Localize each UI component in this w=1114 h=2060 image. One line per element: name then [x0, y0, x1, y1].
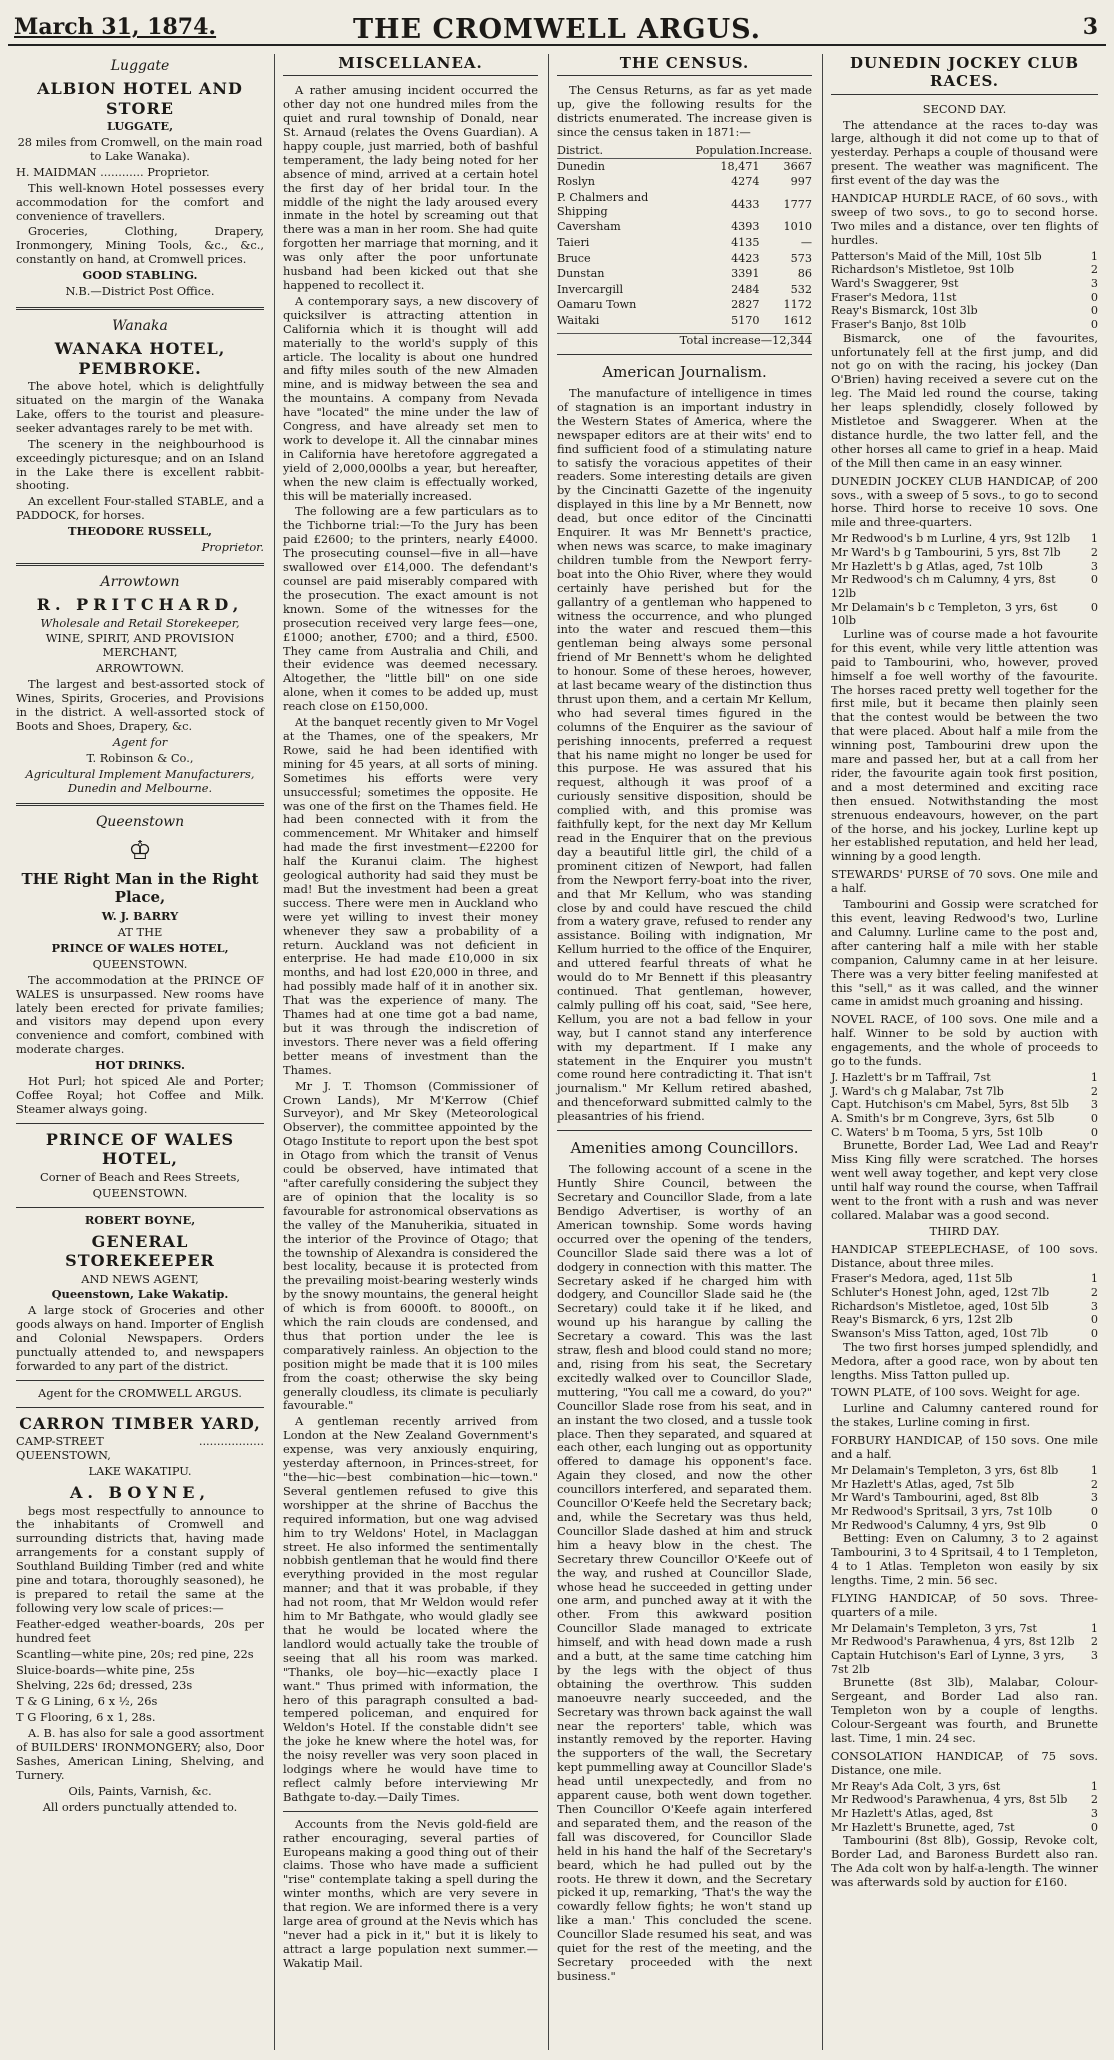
- result-row: Capt. Hutchison's cm Mabel, 5yrs, 8st 5lb 3: [831, 1098, 1098, 1112]
- article-paragraph: The manufacture of intelligence in times of stagnation is an important industry in the Western States of America, where the newspaper editors are at their wits' end to find sufficient food of a stimulating nature to satisfy the voracious appetites of their readers. Some interesting details are given by the Cincinatti Gazette of the ingenuity displayed in this line by a Mr Bennett, now dead, but once editor of the Cincinatti Enquirer. It was Mr Bennett's practice, when news was scarce, to make imaginary children tumble from the Newport ferry-boat into the Ohio River, where they would certainly have perished but for the gallantry of a gentleman who happened to witness the occurrence, and who plunged into the water and rescued them—this gentleman being always some personal friend of Mr Bennett's whom he delighted to honour. Some of these heroes, however, at last became weary of the distinction thus thrust upon them, and a certain Mr Kellum, who had several times figured in the columns of the Enquirer as the saviour of perishing innocents, preferred a request that his name might no longer be used for this purpose. He was assured that his request, although it was proof of a curiously sensitive disposition, should be complied with, and this promise was faithfully kept, for the next day Mr Kellum read in the Enquirer that on the previous day a beautiful little girl, the child of a prominent citizen of Newport, had fallen from the Newport ferry-boat into the river, and that Mr Kellum, who was standing close by and could have rescued the child from a watery grave, refused to render any assistance. Boiling with indignation, Mr Kellum hurried to the office of the Enquirer, and uttered fearful threats of what he would do to Mr Bennett if this pleasantry continued. That gentleman, however, calmly pulling off his coat, said, "See here, Kellum, you are not a bad fellow in your way, but I cannot stand any interference with my department. If I make any statement in the Enquirer you mustn't come round here contradicting it. That isn't journalism." Mr Kellum retired abashed, and thenceforward submitted calmly to the pleasantries of his friend.: [557, 386, 812, 1124]
- luggate-heading: Luggate: [110, 58, 170, 74]
- boyne-name: ROBERT BOYNE,: [84, 1212, 196, 1227]
- result-row: Fraser's Medora, 11st 0: [831, 290, 1098, 304]
- pritchard-trade: WINE, SPIRIT, AND PROVISION MERCHANT,: [45, 631, 235, 660]
- result-row: J. Ward's ch g Malabar, 7st 7lb 2: [831, 1084, 1098, 1098]
- albion-hotel-name: ALBION HOTEL AND STORE: [37, 79, 243, 118]
- article-paragraph: A contemporary says, a new discovery of quicksilver is attracting attention in California which it is thought will add materially to the world's supply of this article. The locality is about one hundred and fifty miles south of the new Almaden mine, and is midway between the sea and the mountains. A company from Nevada have "located" the mine under the law of Congress, and have already set men to work to develope it. All the cinnabar mines in California have heretofore aggregated a yield of 2,000,000lbs a year, but hereafter, when the new claim is effectually worked, this will be materially increased.: [283, 293, 538, 503]
- advertisements-column: [8, 54, 272, 2050]
- census-heading: THE CENSUS.: [557, 54, 812, 76]
- race-report: Betting: Even on Calumny, 3 to 2 against Tambourini, 3 to 4 Spritsail, 4 to 1 Templeton, 4 to 1 Atlas. Templeton won easily by six lengths. Time, 2 min. 56 sec.: [831, 1531, 1098, 1587]
- wanaka-stable: An excellent Four-stalled STABLE, and a PADDOCK, for horses.: [16, 494, 264, 523]
- race-title: FLYING HANDICAP, of 50 sovs. Three-quarters of a mile.: [831, 1590, 1098, 1619]
- column-header: District.: [557, 144, 696, 158]
- wanaka-scenery: The scenery in the neighbourhood is exceedingly picturesque; and on an Island in the Lake there is excellent rabbit-shooting.: [16, 436, 264, 493]
- table-row: Oamaru Town 2827 1172: [557, 298, 812, 312]
- race-results: [831, 1464, 1098, 1532]
- pow-place: QUEENSTOWN.: [92, 1185, 188, 1200]
- table-row: P. Chalmers and Shipping 4433 1777: [557, 190, 812, 218]
- result-row: Mr Redwood's ch m Calumny, 4 yrs, 8st 12lb 0: [831, 573, 1098, 600]
- race-report: Brunette (8st 3lb), Malabar, Colour-Sergeant, and Border Lad also ran. Templeton won by a couple of lengths. Colour-Sergeant was fourth, and Brunette last. Time, 1 min. 24 sec.: [831, 1675, 1098, 1745]
- albion-distance: 28 miles from Cromwell, on the main road to Lake Wanaka).: [17, 135, 263, 163]
- barry-hotel: PRINCE OF WALES HOTEL,: [51, 940, 229, 955]
- carron-ironmongery: A. B. has also for sale a good assortment of BUILDERS' IRONMONGERY; also, Door Sashes, American Lining, Shelving, and Turnery.: [16, 1726, 264, 1782]
- arrowtown-heading: Arrowtown: [100, 573, 180, 590]
- miscellanea-column: [274, 54, 546, 2050]
- wanaka-proprietor: THEODORE RUSSELL,: [67, 524, 213, 539]
- list-item: T G Flooring, 6 x 1, 28s.: [16, 1710, 156, 1725]
- carron-body: begs most respectfully to announce to the inhabitants of Cromwell and surrounding districts that, having made arrangements for a constant supply of Southland Building Timber (red and white pine and totara, thoroughly seasoned), he is prepared to retail the same at the following very low scale of prices:—: [16, 1503, 264, 1615]
- hot-drinks-heading: HOT DRINKS.: [95, 1058, 185, 1073]
- race-report: Lurline and Calumny cantered round for the stakes, Lurline coming in first.: [831, 1401, 1098, 1430]
- article-paragraph: At the banquet recently given to Mr Vogel at the Thames, one of the speakers, Mr Rowe, said he had been identified with mining for 45 years, at all sorts of mining. Sometimes his efforts were very unsuccessful; sometimes the opposite. He was one of the first on the Thames field. He had been connected with it from the commencement. Mr Whitaker and himself had made the first investment—£2200 for half the Kuranui claim. The highest geological authority had said they must be mad! But the investment had been a great success. There were men in Auckland who were yet willing to invest their money whenever they saw a probability of a return. Auckland was not deficient in enterprise. He had made £10,000 in six months, and had lost £20,000 in three, and had possibly made half of it in another six. That was the experience of many. The Thames had at one time got a bad name, but it was through the indiscretion of investors. There never was a field offering better means of investment than the Thames.: [283, 715, 538, 1077]
- page-number: 3: [1082, 14, 1098, 40]
- timber-price-list: [16, 1618, 264, 1725]
- race-report: The two first horses jumped splendidly, and Medora, after a good race, won by about ten lengths. Miss Tatton pulled up.: [831, 1339, 1098, 1382]
- issue-date: March 31, 1874.: [14, 14, 217, 40]
- race-title: NOVEL RACE, of 100 sovs. One mile and a half. Winner to be sold by auction with engagements, and the whole of proceeds to go to the funds.: [831, 1012, 1098, 1069]
- divider: [16, 307, 264, 310]
- table-row: Caversham 4393 1010: [557, 220, 812, 234]
- albion-goods: Groceries, Clothing, Drapery, Ironmongery, Mining Tools, &c., &c., constantly on hand, at Cromwell prices.: [16, 224, 264, 267]
- wanaka-heading: Wanaka: [112, 317, 168, 334]
- masthead: [8, 6, 1106, 46]
- list-item: Scantling—white pine, 20s; red pine, 22s: [16, 1646, 254, 1661]
- census-total: Total increase—12,344: [557, 333, 812, 348]
- census-intro: The Census Returns, as far as yet made up, give the following results for the districts enumerated. The increase given is since the census taken in 1871:—: [557, 83, 812, 140]
- table-row: Invercargill 2484 532: [557, 282, 812, 296]
- divider: [16, 1380, 264, 1381]
- census-table: [557, 144, 812, 329]
- article-paragraph: Mr J. T. Thomson (Commissioner of Crown Lands), Mr M'Kerrow (Chief Surveyor), and Mr Skey (Meteorological Observer), the committee appointed by the Otago Institute to report upon the best spot in Otago from which the transit of Venus could be observed, have intimated that "after carefully considering the subject they are of opinion that the locality is so favourable for astronomical observations as the valley of the Manuherikia, situated in the interior of the Province of Otago; that the township of Alexandra is considered the best locality, because it is protected from the prevailing moist-bearing westerly winds by the snowy mountains, the general height of which is from 6000ft. to 8000ft., on which the rain clouds are condensed, and thus that portion under the lee is comparatively rainless. An objection to the position might be made that it is 100 miles from the coast; otherwise the sky being generally cloudless, its climate is peculiarly favourable.": [283, 1078, 538, 1413]
- carron-street: CAMP-STREET .................. QUEENSTOWN,: [16, 1434, 264, 1463]
- races-column: [822, 54, 1106, 2050]
- wanaka-body: The above hotel, which is delightfully situated on the margin of the Wanaka Lake, offers to the tourist and pleasure-seeker advantages rarely to be met with.: [16, 379, 264, 435]
- result-row: Mr Delamain's b c Templeton, 3 yrs, 6st 10lb 0: [831, 600, 1098, 628]
- albion-post-office: N.B.—District Post Office.: [65, 284, 215, 299]
- miscellanea-heading: MISCELLANEA.: [283, 54, 538, 76]
- third-day-heading: THIRD DAY.: [929, 1223, 1000, 1238]
- race-title: STEWARDS' PURSE of 70 sovs. One mile and a half.: [831, 867, 1098, 896]
- race-results: [831, 250, 1098, 332]
- result-row: Mr Hazlett's Atlas, aged, 8st 3: [831, 1806, 1098, 1820]
- list-item: Sluice-boards—white pine, 25s: [16, 1662, 195, 1677]
- race-report: Bismarck, one of the favourites, unfortunately fell at the first jump, and did not go on with the racing, his jockey (Dan O'Brien) having received a severe cut on the leg. The Maid led round the course, taking her leaps splendidly, closely followed by Mistletoe and Swaggerer. When at the distance hurdle, the two latter fell, and the other horses all came to grief in a heap. Maid of the Mill then came in an easy winner.: [831, 330, 1098, 470]
- pow-hotel-name: PRINCE OF WALES HOTEL,: [45, 1129, 235, 1169]
- result-row: Mr Redwood's b m Lurline, 4 yrs, 9st 12lb 1: [831, 532, 1098, 546]
- divider: [16, 803, 264, 806]
- article-paragraph: A rather amusing incident occurred the other day not one hundred miles from the quiet and rural township of Donald, near St. Arnaud (relates the Ovens Guardian). A happy couple, just married, both of bashful temperament, the lady being noted for her absence of mind, arrived at a certain hotel the first day of her bridal tour. In the middle of the night the lady aroused every inmate in the hotel by screaming out that there was a man in her room. She had quite forgotten her marriage that morning, and it was only after the poor unfortunate husband had been kicked out that she happened to recollect it.: [283, 83, 538, 292]
- table-row: Taieri 4135 —: [557, 235, 812, 249]
- result-row: Richardson's Mistletoe, aged, 10st 5lb 3: [831, 1299, 1098, 1313]
- race-report: Brunette, Border Lad, Wee Lad and Reay'r Miss King filly were scratched. The horses went well away together, and kept very close until half way round the course, when Taffrail went to the front with a rush and was never collared. Malabar was a good second.: [831, 1138, 1098, 1222]
- race-results: [831, 1071, 1098, 1139]
- pritchard-implements: Agricultural Implement Manufacturers, Dunedin and Melbourne.: [25, 766, 255, 795]
- pritchard-robinson: T. Robinson & Co.,: [86, 750, 194, 765]
- result-row: Mr Redwood's Parawhenua, 4 yrs, 8st 5lb 2: [831, 1793, 1098, 1807]
- article-paragraph: The following account of a scene in the Huntly Shire Council, between the Secretary and Councillor Slade, from a late Bendigo Advertiser, is worthy of an American township. Some words having occurred over the opening of the tenders, Councillor Slade said there was a lot of dodgery in connection with this matter. The Secretary asked if he charged him with dodgery, and Councillor Slade said he (the Secretary) could take it if he liked, and wound up his harangue by calling the Secretary a coward. This was the last straw, flesh and blood could stand no more; and, rising from his seat, the Secretary excitedly walked over to Councillor Slade, muttering, "You call me a coward, do you?" Councillor Slade rose from his seat, and in an instant the two closed, and a tussle took place. Then they separated, and squared at each other, each lunging out as opportunity offered to damage his opponent's face. Again they closed, and now the other councillors interfered, and separated them. Councillor O'Keefe held the Secretary back; and, while the Secretary was thus held, Councillor Slade dashed at him and struck him a heavy blow in the chest. The Secretary threw Councillor O'Keefe out of the way, and rushed at Councillor Slade, whose head he succeeded in getting under one arm, and punched away at it with the other. From this awkward position Councillor Slade managed to extricate himself, and with head down made a rush and a butt, at the same time catching him by the legs with the object of thus obtaining the overthrow. This sudden manoeuvre nearly succeeded, and the Secretary was thrown back against the wall near the reporters' table, which was instantly removed by the reporter. Having the supporters of the wall, the Secretary kept pummelling away at Councillor Slade's head until unexpectedly, and from no apparent cause, both went down together. Then Councillor O'Keefe again interfered and separated them, and the reason of the fall was discovered, for Councillor Slade held in his hand the half of the Secretary's beard, which he had pulled out by the roots. He threw it down, and the Secretary picked it up, remarking, 'That's the way the cowardly fellow fights; he won't stand up like a man.' This concluded the scene. Councillor Slade resumed his seat, and was quiet for the rest of the meeting, and the Secretary proceeded with the next business.": [557, 1162, 812, 1983]
- result-row: Mr Hazlett's Atlas, aged, 7st 5lb 2: [831, 1477, 1098, 1491]
- pritchard-place: ARROWTOWN.: [96, 661, 184, 676]
- race-title: HANDICAP HURDLE RACE, of 60 sovs., with sweep of two sovs., to go to second horse. Two miles and a distance, over ten flights of hurdles.: [831, 191, 1098, 247]
- list-item: T & G Lining, 6 x ½, 26s: [16, 1694, 158, 1709]
- race-title: HANDICAP STEEPLECHASE, of 100 sovs. Distance, about three miles.: [831, 1241, 1098, 1270]
- result-row: A. Smith's br m Congreve, 3yrs, 6st 5lb 0: [831, 1111, 1098, 1125]
- boyne-body: A large stock of Groceries and other goods always on hand. Importer of English and Colonial Newspapers. Orders punctually attended to, and newspapers forwarded to any part of the district.: [16, 1303, 264, 1374]
- result-row: Mr Hazlett's Brunette, aged, 7st 0: [831, 1820, 1098, 1834]
- race-title: DUNEDIN JOCKEY CLUB HANDICAP, of 200 sovs., with a sweep of 5 sovs., to go to second horse. Third horse to receive 10 sovs. One mile and three-quarters.: [831, 473, 1098, 530]
- article-paragraph: A gentleman recently arrived from London at the New Zealand Government's expense, was very anxiously enquiring, yesterday afternoon, in Princes-street, for "the—hic—best combination—hic—town." Several gentlemen refused to give this worshipper at the shrine of Bacchus the required information, but one wag advised him to try Weldons' Hotel, in Maclaggan street. He also informed the sentimentally nobbish gentleman that he would find there everything provided in the most regular manner; and that it was probable, if they had not room, that Mr Weldon would refer him to Mr Bathgate, who would gladly see that he would be located where the landlord would actually take the trouble of seeing that all his room was marked. "Thanks, ole boy—hic—exactly place I want." Thus primed with information, the hero of this paragraph consulted a bad-tempered policeman, and enquired for Weldon's Hotel. If the constable didn't see the joke he knew where the hotel was, for the noisy reveller was very soon placed in lodgings where he would have time to reflect calmly before interviewing Mr Bathgate to-day.—Daily Times.: [283, 1414, 538, 1804]
- pritchard-body: The largest and best-assorted stock of Wines, Spirits, Groceries, and Provisions in the district. A well-assorted stock of Boots and Shoes, Drapery, &c.: [16, 677, 264, 733]
- table-row: Waitaki 5170 1612: [557, 314, 812, 328]
- race-results: [831, 1272, 1098, 1340]
- result-row: Schluter's Honest John, aged, 12st 7lb 2: [831, 1286, 1098, 1300]
- result-row: Mr Ward's b g Tambourini, 5 yrs, 8st 7lb 2: [831, 545, 1098, 559]
- divider: [557, 1130, 812, 1131]
- carron-oils: Oils, Paints, Varnish, &c.: [68, 1783, 212, 1798]
- result-row: Mr Redwood's Parawhenua, 4 yrs, 8st 12lb 2: [831, 1635, 1098, 1649]
- divider: [16, 1407, 264, 1408]
- boyne-trade: GENERAL STOREKEEPER: [65, 1231, 215, 1271]
- argus-agent-line: Agent for the CROMWELL ARGUS.: [38, 1385, 242, 1400]
- result-row: C. Waters' b m Tooma, 5 yrs, 5st 10lb 0: [831, 1125, 1098, 1139]
- amenities-heading: Amenities among Councillors.: [570, 1139, 799, 1158]
- table-row: Bruce 4423 573: [557, 251, 812, 265]
- boyne-news-agent: AND NEWS AGENT,: [81, 1271, 199, 1286]
- race-results: [831, 1622, 1098, 1677]
- wanaka-proprietor-title: Proprietor.: [201, 540, 264, 555]
- divider: [16, 563, 264, 566]
- divider: [16, 1123, 264, 1124]
- pritchard-agent: Agent for: [112, 734, 168, 749]
- barry-place: QUEENSTOWN.: [92, 956, 188, 971]
- hot-drinks-body: Hot Purl; hot spiced Ale and Porter; Coffee Royal; hot Coffee and Milk. Steamer always going.: [16, 1074, 264, 1116]
- albion-body: This well-known Hotel possesses every accommodation for the comfort and convenience of travellers.: [16, 180, 264, 223]
- queenstown-heading: Queenstown: [95, 814, 185, 831]
- table-row: Dunedin 18,471 3667: [557, 159, 812, 173]
- result-row: Mr Delamain's Templeton, 3 yrs, 6st 8lb 1: [831, 1463, 1098, 1477]
- prince-of-wales-crest-icon: ♔: [128, 835, 152, 866]
- divider: [283, 1811, 538, 1812]
- result-row: J. Hazlett's br m Taffrail, 7st 1: [831, 1070, 1098, 1084]
- result-row: Mr Redwood's Spritsail, 3 yrs, 7st 10lb 0: [831, 1504, 1098, 1518]
- result-row: Mr Hazlett's b g Atlas, aged, 7st 10lb 3: [831, 559, 1098, 573]
- census-column: [548, 54, 820, 2050]
- race-report: Lurline was of course made a hot favourite for this event, while very little attention was paid to Tambourini, who, however, proved himself a foe well worthy of the favourite. The horses raced pretty well together for the first mile, but it became then plainly seen that the contest would be between the two that were placed. About half a mile from the winning post, Tambourini drew upon the mare and passed her, but at a call from her rider, the favourite again took first position, and a most determined and exciting race then ensued. Notwithstanding the most strenuous endeavours, however, on the part of the horse, and his jockey, Lurline kept up her established reputation, and held her lead, winning by a good length.: [831, 626, 1098, 864]
- wanaka-hotel-name: WANAKA HOTEL, PEMBROKE.: [54, 339, 226, 378]
- result-row: Mr Ward's Tambourini, aged, 8st 8lb 3: [831, 1491, 1098, 1505]
- result-row: Fraser's Medora, aged, 11st 5lb 1: [831, 1272, 1098, 1286]
- journalism-heading: American Journalism.: [602, 362, 767, 381]
- result-row: Mr Redwood's Calumny, 4 yrs, 9st 9lb 0: [831, 1518, 1098, 1532]
- article-paragraph: The following are a few particulars as to the Tichborne trial:—To the Jury has been paid £2600; to the printers, nearly £4000. The prosecuting counsel—five in all—have swallowed over £14,000. The defendant's counsel are paid miserably compared with the prosecution. The exact amount is not known. Some of the witnesses for the prosecution received very large fees—one, £1000; another, £700; and a third, £500. They came from Australia and Chili, and their evidence was deemed necessary. Altogether, the "little bill" on one side alone, when it comes to be added up, must reach close on £150,000.: [283, 504, 538, 714]
- second-day-heading: SECOND DAY.: [922, 101, 1007, 116]
- divider: [16, 1207, 264, 1208]
- race-title: CONSOLATION HANDICAP, of 75 sovs. Distance, one mile.: [831, 1748, 1098, 1777]
- article-paragraph: Accounts from the Nevis gold-field are rather encouraging, several parties of Europeans making a good thing out of their claims. Those who have made a sufficient "rise" contemplate taking a spell during the winter months, which are very severe in that region. We are informed there is a very large area of ground at the Nevis which has "never had a pick in it," but it is likely to attract a large population next summer.—Wakatip Mail.: [283, 1816, 538, 1970]
- result-row: Captain Hutchison's Earl of Lynne, 3 yrs, 7st 2lb 3: [831, 1648, 1098, 1676]
- newspaper-title: THE CROMWELL ARGUS.: [352, 14, 762, 45]
- boyne-place: Queenstown, Lake Wakatip.: [51, 1287, 229, 1302]
- carron-boyne: A. BOYNE,: [69, 1483, 211, 1503]
- albion-proprietor: H. MAIDMAN ............ Proprietor.: [16, 164, 210, 179]
- result-row: Reay's Bismarck, 6 yrs, 12st 2lb 0: [831, 1313, 1098, 1327]
- result-row: Fraser's Banjo, 8st 10lb 0: [831, 317, 1098, 331]
- result-row: Mr Delamain's Templeton, 3 yrs, 7st 1: [831, 1621, 1098, 1635]
- albion-stabling: GOOD STABLING.: [82, 268, 198, 283]
- race-report: Tambourini and Gossip were scratched for this event, leaving Redwood's two, Lurline and Calumny. Lurline came to the post and, after cantering half a mile with her stable companion, Calumny came in at her leisure. There was a very bitter feeling manifested at this "sell," as it was called, and the winner came in amidst much groaning and hissing.: [831, 897, 1098, 1009]
- pow-corner: Corner of Beach and Rees Streets,: [39, 1169, 240, 1184]
- race-results: [831, 1780, 1098, 1835]
- column-header: Population.: [695, 143, 760, 157]
- result-row: Swanson's Miss Tatton, aged, 10st 7lb 0: [831, 1327, 1098, 1341]
- result-row: Patterson's Maid of the Mill, 10st 5lb 1: [831, 249, 1098, 263]
- result-row: Richardson's Mistletoe, 9st 10lb 2: [831, 263, 1098, 277]
- pritchard-subtitle: Wholesale and Retail Storekeeper,: [40, 615, 240, 630]
- barry-at: AT THE: [117, 925, 163, 940]
- pritchard-name: R. PRITCHARD,: [36, 595, 244, 615]
- carron-lake: LAKE WAKATIPU.: [88, 1464, 192, 1479]
- result-row: Ward's Swaggerer, 9st 3: [831, 276, 1098, 290]
- list-item: Feather-edged weather-boards, 20s per hundred feet: [16, 1616, 264, 1645]
- barry-body: The accommodation at the PRINCE OF WALES is unsurpassed. New rooms have lately been erected for private families; and visitors may depend upon every convenience and comfort, combined with moderate charges.: [16, 972, 264, 1057]
- races-intro: The attendance at the races to-day was large, although it did not come up to that of yesterday. Perhaps a couple of thousand were present. The weather was magnificent. The first event of the day was the: [831, 117, 1098, 188]
- list-item: Shelving, 22s 6d; dressed, 23s: [16, 1678, 193, 1693]
- albion-place: LUGGATE,: [106, 119, 174, 134]
- races-heading: DUNEDIN JOCKEY CLUB RACES.: [831, 54, 1098, 95]
- divider: [557, 354, 812, 355]
- table-row: Roslyn 4274 997: [557, 175, 812, 189]
- barry-heading: THE Right Man in the Right Place,: [21, 869, 259, 906]
- result-row: Mr Reay's Ada Colt, 3 yrs, 6st 1: [831, 1779, 1098, 1793]
- race-results: [831, 532, 1098, 628]
- race-report: Tambourini (8st 8lb), Gossip, Revoke colt, Border Lad, and Baroness Burdett also ran. The Ada colt won by half-a-length. The winner was afterwards sold by auction for £160.: [831, 1833, 1098, 1889]
- carron-orders: All orders punctually attended to.: [42, 1799, 238, 1814]
- race-title: TOWN PLATE, of 100 sovs. Weight for age.: [831, 1385, 1081, 1400]
- barry-name: W. J. BARRY: [101, 909, 179, 924]
- table-header-row: [557, 144, 812, 158]
- race-title: FORBURY HANDICAP, of 150 sovs. One mile and a half.: [831, 1433, 1098, 1462]
- result-row: Reay's Bismarck, 10st 3lb 0: [831, 304, 1098, 318]
- carron-yard-name: CARRON TIMBER YARD,: [19, 1413, 261, 1433]
- table-row: Dunstan 3391 86: [557, 267, 812, 281]
- column-header: Increase.: [759, 143, 812, 157]
